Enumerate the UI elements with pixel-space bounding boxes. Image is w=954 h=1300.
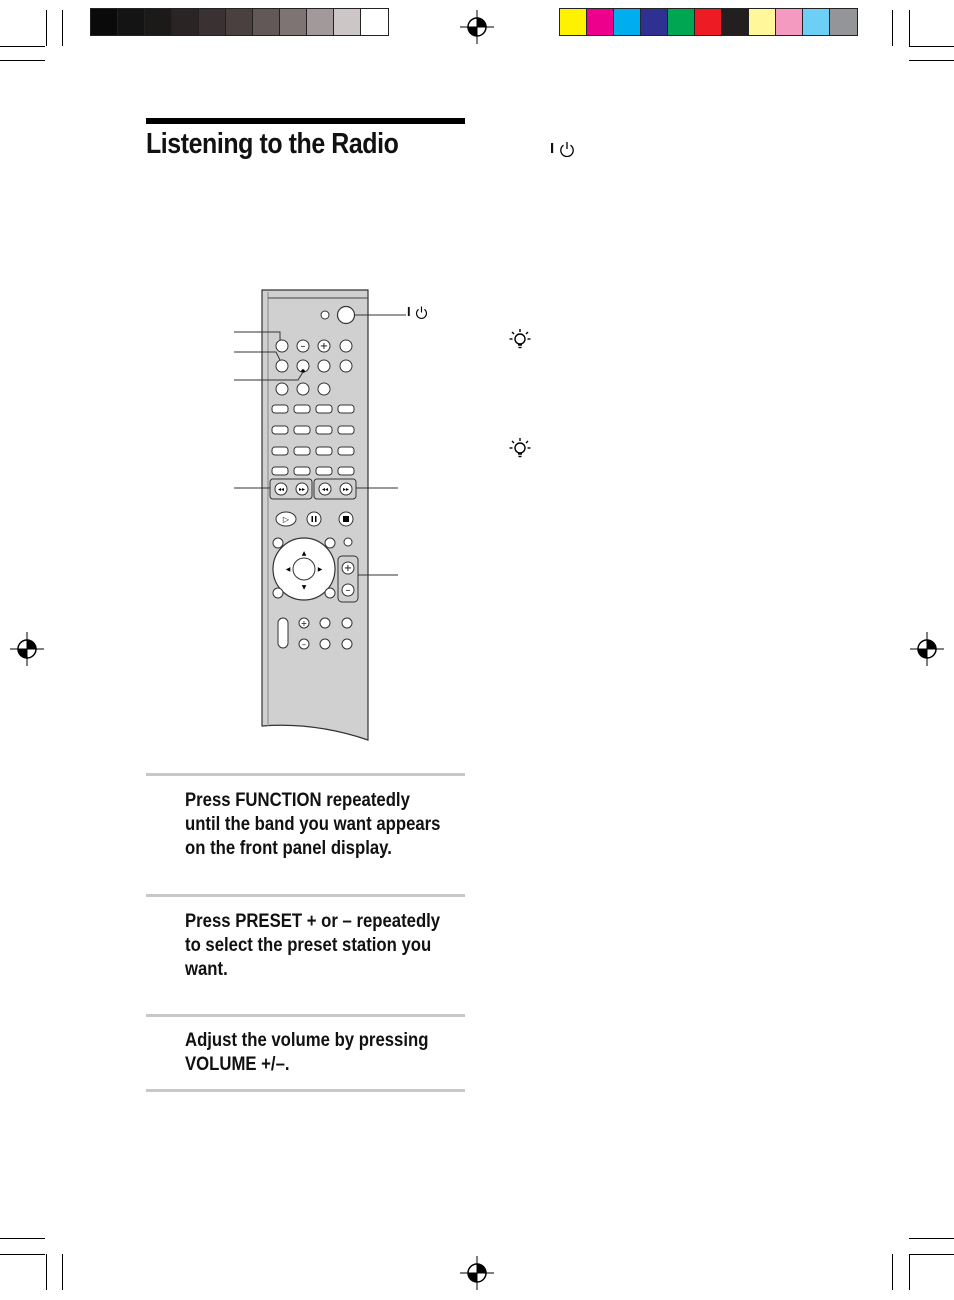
color-swatch xyxy=(722,9,749,35)
color-swatch xyxy=(776,9,803,35)
grayscale-swatch xyxy=(280,9,307,35)
step-2-text: Press PRESET + or – repeatedly to select the preset station you want. xyxy=(185,911,441,980)
grayscale-calibration-bar xyxy=(90,8,389,36)
color-swatch xyxy=(749,9,776,35)
svg-text:▷: ▷ xyxy=(282,515,290,524)
lightbulb-tip-icon xyxy=(508,328,532,352)
lightbulb-tip-icon xyxy=(508,437,532,461)
color-swatch xyxy=(803,9,830,35)
step-divider xyxy=(146,1014,465,1017)
grayscale-swatch xyxy=(253,9,280,35)
registration-target-icon xyxy=(10,632,44,666)
power-symbol-label: I xyxy=(550,140,555,157)
svg-text:▸▸: ▸▸ xyxy=(342,486,350,493)
registration-target-icon xyxy=(460,10,494,44)
svg-text:+: + xyxy=(319,341,329,352)
power-standby-icon xyxy=(414,305,429,320)
grayscale-swatch xyxy=(172,9,199,35)
color-calibration-bar xyxy=(559,8,858,36)
svg-text:▶: ▶ xyxy=(317,566,323,573)
svg-text:–: – xyxy=(302,640,306,649)
color-swatch xyxy=(830,9,857,35)
svg-text:–: – xyxy=(300,341,306,352)
svg-text:+: + xyxy=(343,563,353,574)
grayscale-swatch xyxy=(145,9,172,35)
grayscale-swatch xyxy=(334,9,361,35)
grayscale-swatch xyxy=(118,9,145,35)
svg-text:◀: ◀ xyxy=(285,566,291,573)
registration-target-icon xyxy=(460,1256,494,1290)
title-rule xyxy=(146,118,465,124)
remote-control-illustration xyxy=(228,286,448,746)
power-standby-icon xyxy=(558,140,576,158)
grayscale-swatch xyxy=(226,9,253,35)
svg-text:◂◂: ◂◂ xyxy=(277,486,285,493)
step-divider xyxy=(146,894,465,897)
step-3-text: Adjust the volume by pressing VOLUME +/–. xyxy=(185,1030,429,1075)
step-divider xyxy=(146,773,465,776)
page-title: Listening to the Radio xyxy=(146,128,399,160)
step-divider xyxy=(146,1089,465,1092)
grayscale-swatch xyxy=(307,9,334,35)
grayscale-swatch xyxy=(361,9,388,35)
color-swatch xyxy=(560,9,587,35)
remote-power-callout xyxy=(407,304,429,320)
color-swatch xyxy=(641,9,668,35)
step-1-text: Press FUNCTION repeatedly until the band you want appears on the front panel display. xyxy=(185,790,441,859)
svg-text:▼: ▼ xyxy=(301,584,307,591)
grayscale-swatch xyxy=(199,9,226,35)
svg-text:▲: ▲ xyxy=(301,550,307,557)
color-swatch xyxy=(695,9,722,35)
color-swatch xyxy=(614,9,641,35)
svg-text:◂◂: ◂◂ xyxy=(321,486,329,493)
color-swatch xyxy=(587,9,614,35)
power-symbol xyxy=(550,140,576,158)
registration-target-icon xyxy=(910,632,944,666)
svg-text:–: – xyxy=(345,585,351,596)
svg-text:+: + xyxy=(300,619,308,628)
remote-power-callout-label: I xyxy=(407,304,411,319)
svg-text:▸▸: ▸▸ xyxy=(298,486,306,493)
grayscale-swatch xyxy=(91,9,118,35)
color-swatch xyxy=(668,9,695,35)
